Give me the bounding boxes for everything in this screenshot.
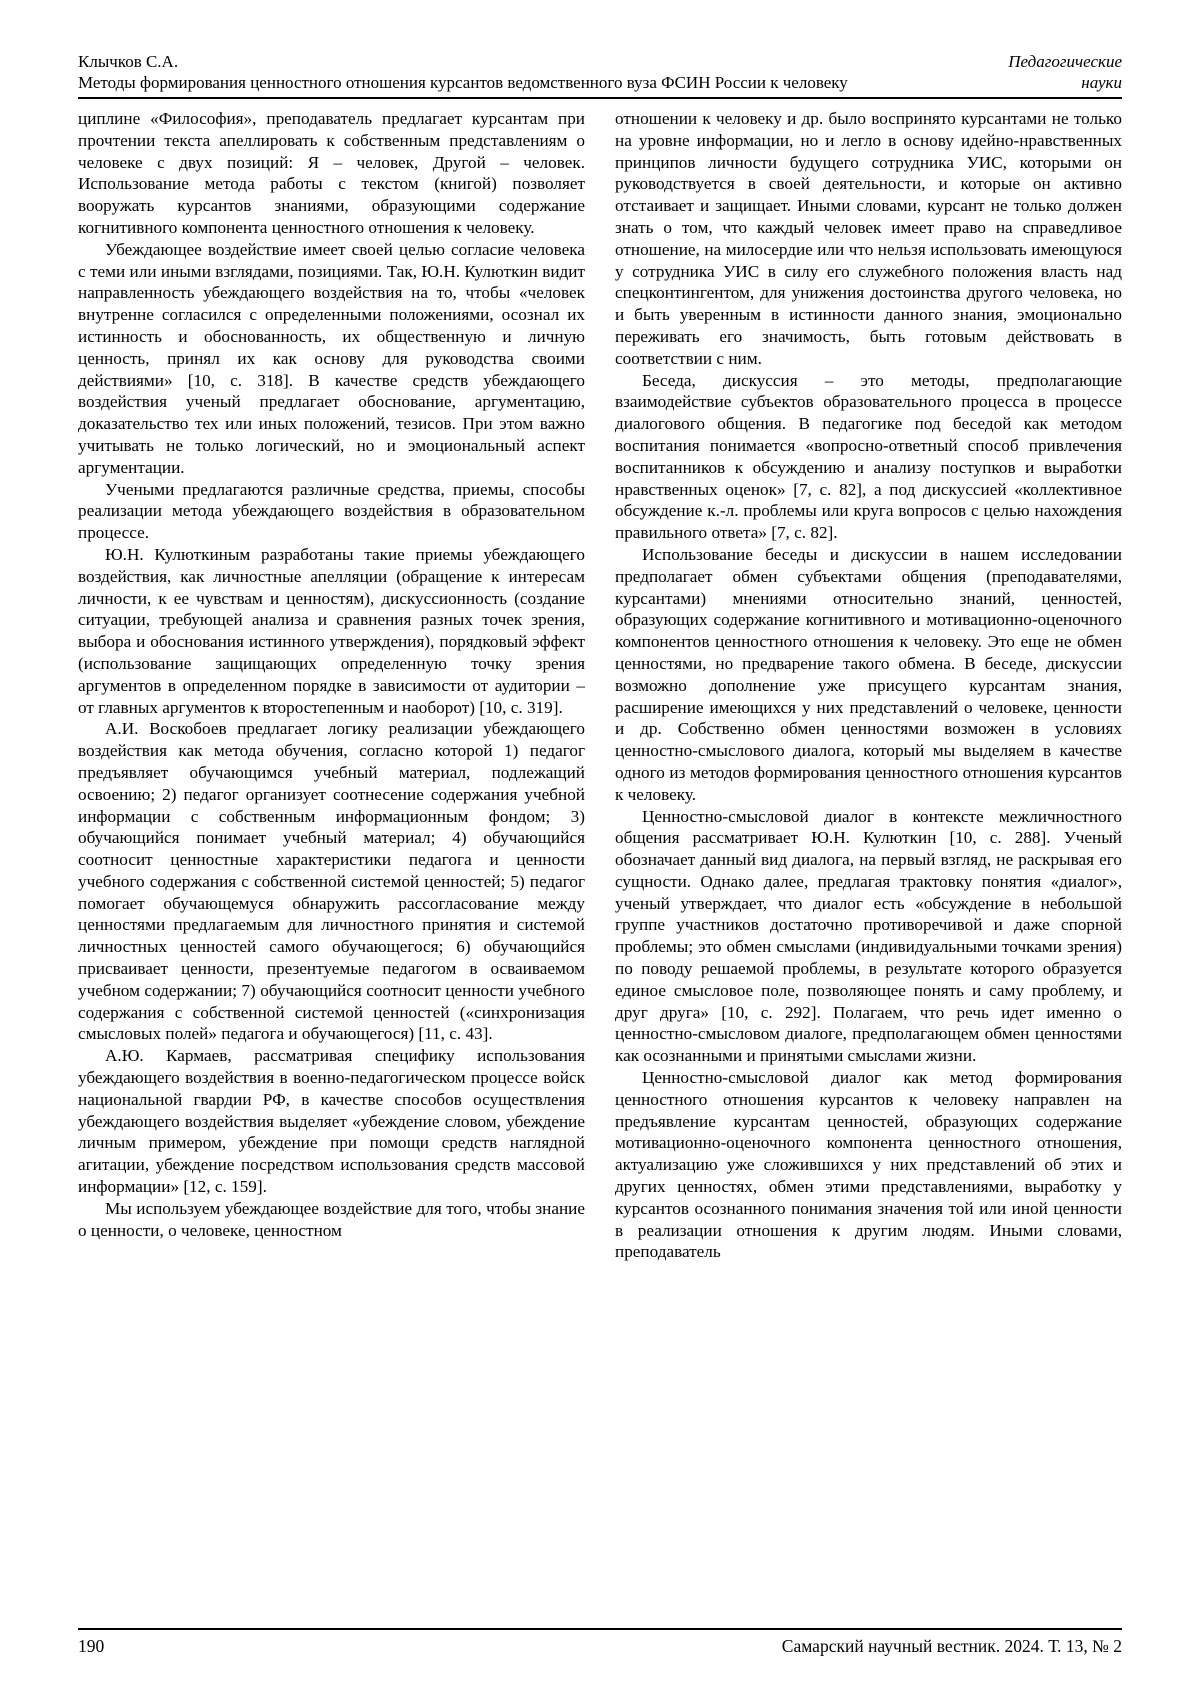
paragraph: Использование беседы и дискуссии в нашем исследовании предполагает обмен субъектами общения (преподавателями, курсантами) мнениями относительно знаний, ценностей, образующих содержание когнитивного и мотивационно-оценочного компонентов ценностного отношения к человеку. Это еще не обмен ценностями, но предварение такого обмена. В беседе, дискуссии возможно дополнение уже присущего курсантам знания, расширение имеющихся у них представлений о человеке, ценности и др. Собственно обмен ценностями возможен в условиях ценностно-смыслового диалога, который мы выделяем в качестве одного из методов формирования ценностного отношения курсантов к человеку. <box>615 544 1122 804</box>
page-number: 190 <box>78 1636 105 1656</box>
page-footer <box>78 1628 1122 1657</box>
right-column <box>615 108 1122 1624</box>
running-head-row-1 <box>78 51 1122 72</box>
paragraph: Мы используем убеждающее воздействие для того, чтобы знание о ценности, о человеке, ценностном <box>78 1198 585 1240</box>
footer-rule <box>78 1628 1122 1630</box>
article-body <box>78 108 1122 1624</box>
paragraph: циплине «Философия», преподаватель предлагает курсантам при прочтении текста апеллировать к собственным представлениям о человеке с двух позиций: Я – человек, Другой – человек. Использование метода работы с текстом (книгой) позволяет вооружать курсантов знаниями, образующими содержание когнитивного компонента ценностного отношения к человеку. <box>78 109 585 237</box>
running-head-section-line-2: науки <box>1081 73 1122 92</box>
running-head-article-title: Методы формирования ценностного отношения курсантов ведомственного вуза ФСИН России к человеку <box>78 73 848 92</box>
header-rule <box>78 97 1122 99</box>
running-head-author: Клычков С.А. <box>78 52 179 71</box>
left-column <box>78 108 585 1624</box>
paragraph: Ценностно-смысловой диалог как метод формирования ценностного отношения курсантов к человеку направлен на предъявление курсантам ценностей, образующих содержание мотивационно-оценочного компонента ценностного отношения, актуализацию уже сложившихся у них представлений об этих и других ценностях, обмен этими представлениями, выработку у курсантов осознанного понимания значения той или иной ценности в реализации отношения к другим людям. Иными словами, преподаватель <box>615 1068 1122 1262</box>
paragraph: Ю.Н. Кулюткиным разработаны такие приемы убеждающего воздействия, как личностные апелляции (обращение к интересам личности, к ее чувствам и ценностям), дискуссионность (создание ситуации, требующей анализа и сравнения разных точек зрения, выбора и обоснования истинного утверждения), порядковый эффект (использование защищающих определенную точку зрения аргументов в определенном порядке в зависимости от аудитории – от главных аргументов к второстепенным и наоборот) [10, с. 319]. <box>78 544 585 717</box>
journal-reference: Самарский научный вестник. 2024. Т. 13, № 2 <box>781 1636 1122 1656</box>
paragraph: Ценностно-смысловой диалог в контексте межличностного общения рассматривает Ю.Н. Кулюткин [10, с. 288]. Ученый обозначает данный вид диалога, на первый взгляд, не раскрывая его сущности. Однако далее, предлагая трактовку понятия «диалог», ученый утверждает, что диалог есть «обсуждение в небольшой группе участников достаточно противоречивой и даже спорной проблемы; это обмен смыслами (индивидуальными точками зрения) по поводу решаемой проблемы, в результате которого образуется единое смысловое поле, позволяющее понять и саму проблему, и друг друга» [10, с. 292]. Полагаем, что речь идет именно о ценностно-смысловом диалоге, предполагающем обмен ценностями как осознанными и принятыми смыслами жизни. <box>615 806 1122 1066</box>
paragraph: А.Ю. Кармаев, рассматривая специфику использования убеждающего воздействия в военно-педагогическом процессе войск национальной гвардии РФ, в качестве способов осуществления убеждающего воздействия выделяет «убеждение словом, убеждение личным примером, убеждение при помощи средств наглядной агитации, убеждение посредством использования средств массовой информации» [12, с. 159]. <box>78 1046 585 1197</box>
running-head-section-line-1: Педагогические <box>1008 52 1122 71</box>
running-head-row-2 <box>78 72 1122 93</box>
paragraph: Убеждающее воздействие имеет своей целью согласие человека с теми или иными взглядами, позициями. Так, Ю.Н. Кулюткин видит направленность убеждающего воздействия на то, чтобы «человек внутренне согласился с определенными положениями, осознал их истинность и обоснованность, их общественную и личную ценность, принял их как основу для руководства своими действиями» [10, с. 318]. В качестве средств убеждающего воздействия ученый предлагает обоснование, аргументацию, доказательство тех или иных положений, тезисов. При этом важно учитывать не только логический, но и эмоциональный аспект аргументации. <box>78 239 585 477</box>
running-head <box>78 51 1122 93</box>
paragraph: Учеными предлагаются различные средства, приемы, способы реализации метода убеждающего воздействия в образовательном процессе. <box>78 479 585 543</box>
paragraph: Беседа, дискуссия – это методы, предполагающие взаимодействие субъектов образовательного процесса в процессе диалогового общения. В педагогике под беседой как методом воспитания понимается «вопросно-ответный способ привлечения воспитанников к обсуждению и анализу поступков и выработки нравственных оценок» [7, с. 82], а под дискуссией «коллективное обсуждение к.-л. проблемы или круга вопросов с целью нахождения правильного ответа» [7, с. 82]. <box>615 370 1122 543</box>
paragraph: отношении к человеку и др. было воспринято курсантами не только на уровне информации, но и легло в основу идейно-нравственных принципов личности будущего сотрудника УИС, которыми он руководствуется в своей деятельности, и которые он активно отстаивает и защищает. Иными словами, курсант не только должен знать о том, что каждый человек имеет право на справедливое отношение, на милосердие или что нельзя использовать имеющуюся у сотрудника УИС в силу его служебного положения власть над спецконтингентом, для унижения достоинства другого человека, но и быть уверенным в истинности данного знания, эмоционально переживать его значимость, быть готовым действовать в соответствии с ним. <box>615 109 1122 368</box>
paragraph: А.И. Воскобоев предлагает логику реализации убеждающего воздействия как метода обучения, согласно которой 1) педагог предъявляет обучающимся учебный материал, подлежащий освоению; 2) педагог организует соотнесение содержания учебной информации с собственным информационным фондом; 3) обучающийся понимает учебный материал; 4) обучающийся соотносит ценностные характеристики педагога и ценности учебного содержания с собственной системой ценностей; 5) педагог помогает обучающемуся обнаружить рассогласование между ценностями предлагаемым для личностного принятия и системой личностных ценностей самого обучающегося; 6) обучающийся присваивает ценности, презентуемые педагогом в осваиваемом учебном содержании; 7) обучающийся соотносит ценности учебного содержания с собственной системой ценностей («синхронизация смысловых полей» педагога и обучающегося) [11, с. 43]. <box>78 719 585 1044</box>
footer-row <box>78 1635 1122 1657</box>
